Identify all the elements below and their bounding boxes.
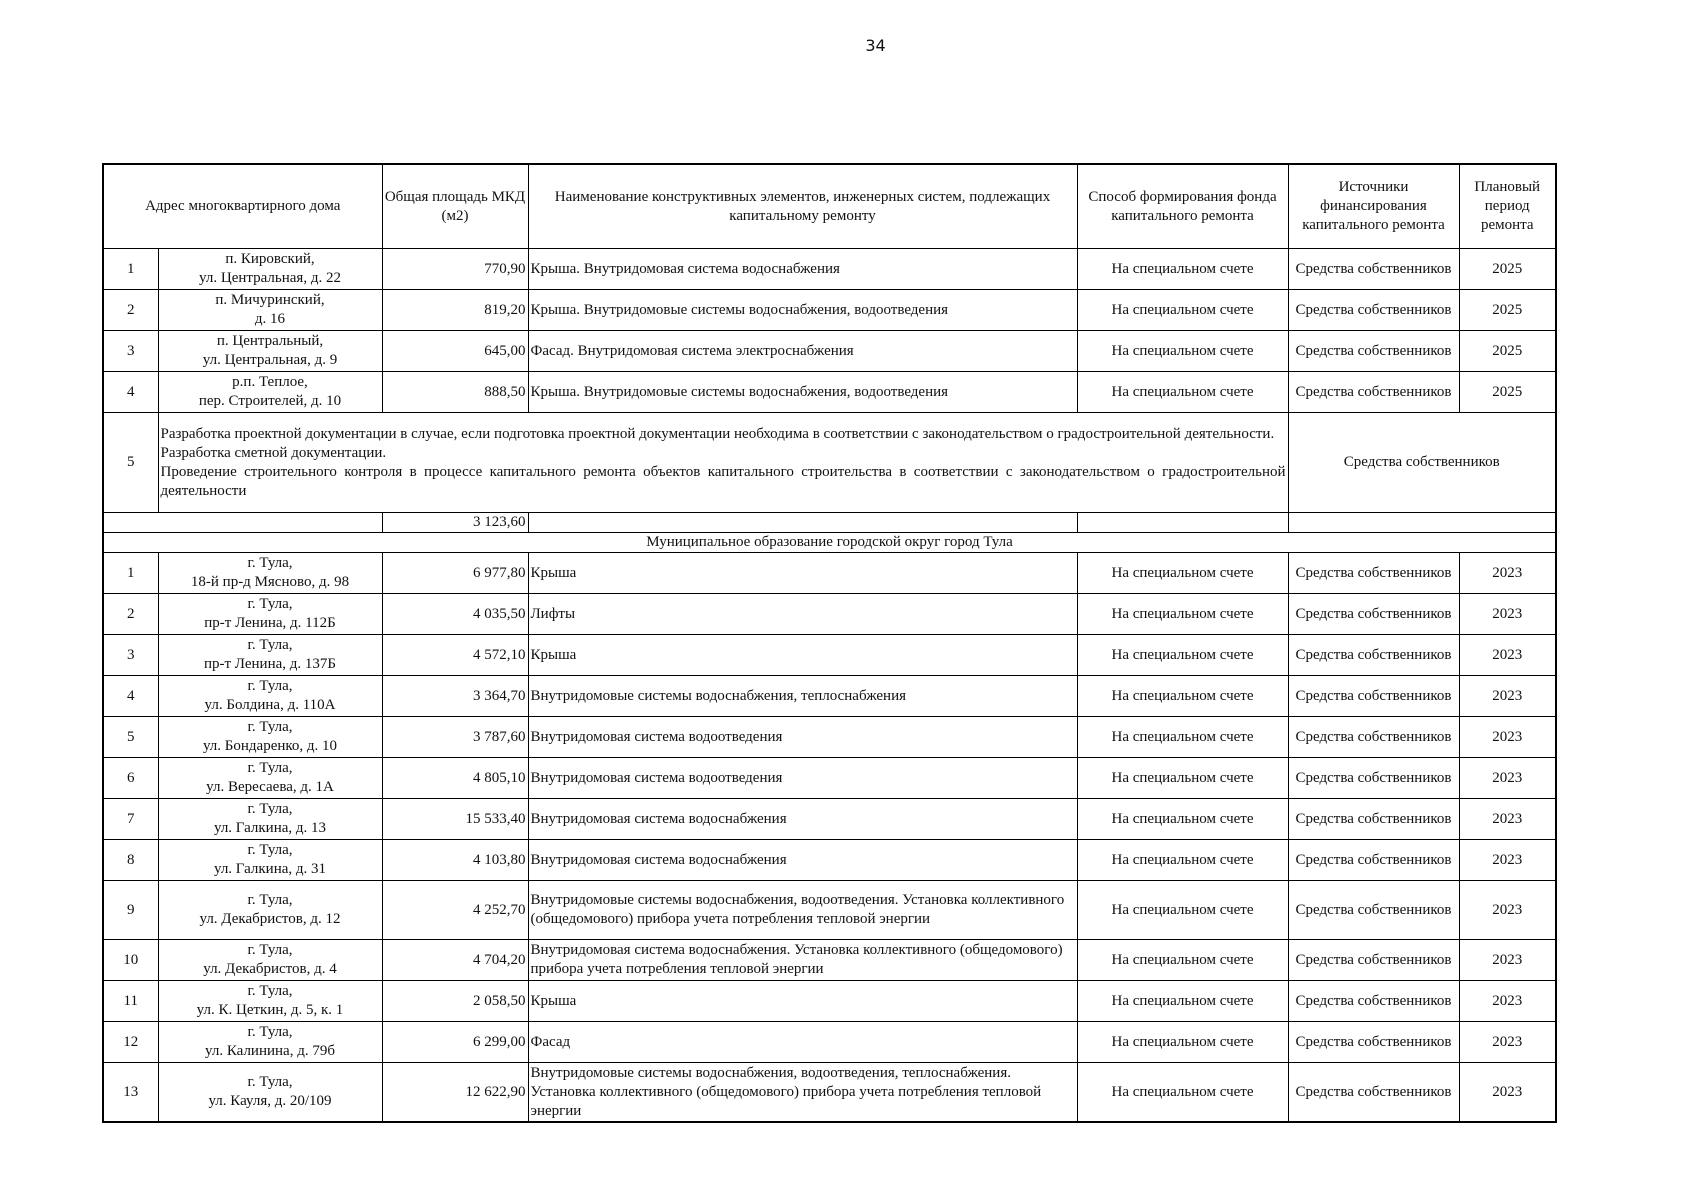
row-address bbox=[158, 249, 382, 290]
address-line-1: г. Тула, bbox=[247, 801, 293, 817]
row-elements: Крыша bbox=[528, 635, 1077, 676]
table-row bbox=[103, 940, 1556, 981]
address-line-1: п. Мичуринский, bbox=[215, 292, 325, 308]
row-source: Средства собственников bbox=[1288, 940, 1459, 981]
table-row bbox=[103, 981, 1556, 1022]
address-line-1: р.п. Теплое, bbox=[232, 374, 308, 390]
address-line-2: ул. Болдина, д. 110А bbox=[204, 697, 336, 713]
row-period: 2025 bbox=[1459, 290, 1556, 331]
address-line-2: пр-т Ленина, д. 137Б bbox=[203, 656, 337, 672]
row-address bbox=[158, 290, 382, 331]
row-elements: Крыша. Внутридомовая система водоснабжения bbox=[528, 249, 1077, 290]
row-number: 10 bbox=[103, 940, 158, 981]
address-line-1: г. Тула, bbox=[247, 760, 293, 776]
row-period: 2023 bbox=[1459, 981, 1556, 1022]
total-label-cell bbox=[103, 513, 382, 533]
row-area: 12 622,90 bbox=[382, 1063, 528, 1123]
table-row bbox=[103, 635, 1556, 676]
address-line-2: ул. Декабристов, д. 12 bbox=[199, 911, 341, 927]
table-row bbox=[103, 249, 1556, 290]
note-source: Средства собственников bbox=[1288, 413, 1556, 513]
address-line-2: ул. Калинина, д. 79б bbox=[205, 1043, 335, 1059]
row-number: 2 bbox=[103, 290, 158, 331]
address-line-2: ул. Вересаева, д. 1А bbox=[206, 779, 334, 795]
row-address bbox=[158, 717, 382, 758]
row-source: Средства собственников bbox=[1288, 758, 1459, 799]
row-address bbox=[158, 635, 382, 676]
row-address bbox=[158, 981, 382, 1022]
row-number: 7 bbox=[103, 799, 158, 840]
header-source: Источники финансирования капитального ремонта bbox=[1288, 164, 1459, 249]
row-method: На специальном счете bbox=[1077, 553, 1288, 594]
row-area: 4 252,70 bbox=[382, 881, 528, 940]
row-elements: Внутридомовые системы водоснабжения, водоотведения, теплоснабжения. Установка коллективного (общедомового) прибора учета потребления тепловой энергии bbox=[528, 1063, 1077, 1123]
table-row bbox=[103, 799, 1556, 840]
row-period: 2023 bbox=[1459, 840, 1556, 881]
header-address: Адрес многоквартирного дома bbox=[103, 164, 382, 249]
row-method: На специальном счете bbox=[1077, 249, 1288, 290]
row-number: 1 bbox=[103, 249, 158, 290]
row-area: 4 035,50 bbox=[382, 594, 528, 635]
row-number: 12 bbox=[103, 1022, 158, 1063]
row-source: Средства собственников bbox=[1288, 1022, 1459, 1063]
row-address bbox=[158, 676, 382, 717]
row-source: Средства собственников bbox=[1288, 840, 1459, 881]
header-method: Способ формирования фонда капитального ремонта bbox=[1077, 164, 1288, 249]
note-line-3: Проведение строительного контроля в процессе капитального ремонта объектов капитального строительства в соответствии с законодательством о градостроительной деятельности bbox=[160, 463, 1286, 499]
table-row bbox=[103, 717, 1556, 758]
page-number: 34 bbox=[865, 36, 886, 55]
row-method: На специальном счете bbox=[1077, 676, 1288, 717]
table-row bbox=[103, 331, 1556, 372]
row-source: Средства собственников bbox=[1288, 717, 1459, 758]
row-elements: Внутридомовая система водоснабжения bbox=[528, 840, 1077, 881]
row-period: 2023 bbox=[1459, 553, 1556, 594]
address-line-1: г. Тула, bbox=[247, 1074, 293, 1090]
address-line-1: г. Тула, bbox=[247, 637, 293, 653]
address-line-2: ул. Центральная, д. 22 bbox=[199, 270, 341, 286]
row-number: 5 bbox=[103, 717, 158, 758]
row-area: 4 103,80 bbox=[382, 840, 528, 881]
row-elements: Внутридомовая система водоотведения bbox=[528, 717, 1077, 758]
total-empty-source bbox=[1288, 513, 1556, 533]
row-period: 2023 bbox=[1459, 676, 1556, 717]
row-number: 4 bbox=[103, 372, 158, 413]
row-area: 2 058,50 bbox=[382, 981, 528, 1022]
address-line-1: г. Тула, bbox=[247, 892, 293, 908]
address-line-2: ул. К. Цеткин, д. 5, к. 1 bbox=[196, 1002, 344, 1018]
table-row bbox=[103, 553, 1556, 594]
row-source: Средства собственников bbox=[1288, 799, 1459, 840]
row-method: На специальном счете bbox=[1077, 290, 1288, 331]
row-elements: Крыша. Внутридомовые системы водоснабжения, водоотведения bbox=[528, 372, 1077, 413]
row-address bbox=[158, 799, 382, 840]
address-line-1: г. Тула, bbox=[247, 719, 293, 735]
row-source: Средства собственников bbox=[1288, 553, 1459, 594]
row-elements: Внутридомовые системы водоснабжения, водоотведения. Установка коллективного (общедомового) прибора учета потребления тепловой энергии bbox=[528, 881, 1077, 940]
note-text bbox=[158, 413, 1288, 513]
row-number: 3 bbox=[103, 635, 158, 676]
row-method: На специальном счете bbox=[1077, 594, 1288, 635]
row-method: На специальном счете bbox=[1077, 1063, 1288, 1123]
address-line-2: пр-т Ленина, д. 112Б bbox=[204, 615, 336, 631]
address-line-2: ул. Галкина, д. 13 bbox=[213, 820, 327, 836]
row-address bbox=[158, 594, 382, 635]
table-row bbox=[103, 372, 1556, 413]
row-number: 8 bbox=[103, 840, 158, 881]
address-line-1: п. Кировский, bbox=[225, 251, 315, 267]
row-elements: Крыша bbox=[528, 553, 1077, 594]
row-address bbox=[158, 940, 382, 981]
row-area: 645,00 bbox=[382, 331, 528, 372]
row-address bbox=[158, 1022, 382, 1063]
row-elements: Внутридомовые системы водоснабжения, теплоснабжения bbox=[528, 676, 1077, 717]
row-period: 2023 bbox=[1459, 717, 1556, 758]
address-line-2: д. 16 bbox=[254, 311, 286, 327]
note-line-2: Разработка сметной документации. bbox=[160, 444, 387, 461]
table-row bbox=[103, 290, 1556, 331]
row-address bbox=[158, 553, 382, 594]
row-period: 2023 bbox=[1459, 940, 1556, 981]
note-row bbox=[103, 413, 1556, 513]
note-number: 5 bbox=[103, 413, 158, 513]
row-source: Средства собственников bbox=[1288, 881, 1459, 940]
row-method: На специальном счете bbox=[1077, 799, 1288, 840]
address-line-2: ул. Бондаренко, д. 10 bbox=[202, 738, 338, 754]
row-period: 2023 bbox=[1459, 1022, 1556, 1063]
row-address bbox=[158, 331, 382, 372]
capital-repair-table bbox=[102, 163, 1557, 1123]
row-source: Средства собственников bbox=[1288, 1063, 1459, 1123]
row-area: 770,90 bbox=[382, 249, 528, 290]
row-area: 6 299,00 bbox=[382, 1022, 528, 1063]
row-elements: Фасад bbox=[528, 1022, 1077, 1063]
row-number: 1 bbox=[103, 553, 158, 594]
row-address bbox=[158, 840, 382, 881]
row-number: 4 bbox=[103, 676, 158, 717]
row-number: 11 bbox=[103, 981, 158, 1022]
row-number: 6 bbox=[103, 758, 158, 799]
row-area: 4 572,10 bbox=[382, 635, 528, 676]
address-line-2: ул. Галкина, д. 31 bbox=[213, 861, 327, 877]
row-method: На специальном счете bbox=[1077, 881, 1288, 940]
address-line-1: г. Тула, bbox=[247, 555, 293, 571]
row-area: 3 364,70 bbox=[382, 676, 528, 717]
row-period: 2025 bbox=[1459, 372, 1556, 413]
row-source: Средства собственников bbox=[1288, 594, 1459, 635]
total-row bbox=[103, 513, 1556, 533]
row-method: На специальном счете bbox=[1077, 635, 1288, 676]
address-line-1: п. Центральный, bbox=[216, 333, 324, 349]
note-line-1: Разработка проектной документации в случае, если подготовка проектной документации необходима в соответствии с законодательством о градостроительной деятельности. bbox=[160, 425, 1275, 442]
row-address bbox=[158, 372, 382, 413]
table-row bbox=[103, 594, 1556, 635]
row-elements: Лифты bbox=[528, 594, 1077, 635]
row-source: Средства собственников bbox=[1288, 372, 1459, 413]
row-method: На специальном счете bbox=[1077, 331, 1288, 372]
row-elements: Внутридомовая система водоснабжения bbox=[528, 799, 1077, 840]
row-method: На специальном счете bbox=[1077, 840, 1288, 881]
row-address bbox=[158, 881, 382, 940]
row-method: На специальном счете bbox=[1077, 981, 1288, 1022]
row-address bbox=[158, 1063, 382, 1123]
row-period: 2025 bbox=[1459, 249, 1556, 290]
total-empty-method bbox=[1077, 513, 1288, 533]
row-area: 6 977,80 bbox=[382, 553, 528, 594]
row-elements: Внутридомовая система водоснабжения. Установка коллективного (общедомового) прибора учета потребления тепловой энергии bbox=[528, 940, 1077, 981]
row-area: 4 805,10 bbox=[382, 758, 528, 799]
row-elements: Внутридомовая система водоотведения bbox=[528, 758, 1077, 799]
row-source: Средства собственников bbox=[1288, 290, 1459, 331]
row-method: На специальном счете bbox=[1077, 372, 1288, 413]
row-number: 3 bbox=[103, 331, 158, 372]
row-elements: Крыша. Внутридомовые системы водоснабжения, водоотведения bbox=[528, 290, 1077, 331]
row-area: 4 704,20 bbox=[382, 940, 528, 981]
total-area: 3 123,60 bbox=[382, 513, 528, 533]
row-period: 2025 bbox=[1459, 331, 1556, 372]
row-period: 2023 bbox=[1459, 799, 1556, 840]
row-number: 9 bbox=[103, 881, 158, 940]
header-area: Общая площадь МКД (м2) bbox=[382, 164, 528, 249]
row-source: Средства собственников bbox=[1288, 635, 1459, 676]
row-period: 2023 bbox=[1459, 594, 1556, 635]
address-line-2: ул. Декабристов, д. 4 bbox=[203, 961, 337, 977]
row-source: Средства собственников bbox=[1288, 249, 1459, 290]
header-row bbox=[103, 164, 1556, 249]
row-period: 2023 bbox=[1459, 635, 1556, 676]
row-source: Средства собственников bbox=[1288, 676, 1459, 717]
section-title: Муниципальное образование городской округ город Тула bbox=[103, 533, 1556, 553]
row-source: Средства собственников bbox=[1288, 331, 1459, 372]
address-line-1: г. Тула, bbox=[247, 842, 293, 858]
row-elements: Крыша bbox=[528, 981, 1077, 1022]
table-row bbox=[103, 840, 1556, 881]
row-period: 2023 bbox=[1459, 881, 1556, 940]
row-area: 15 533,40 bbox=[382, 799, 528, 840]
header-period: Плановый период ремонта bbox=[1459, 164, 1556, 249]
table-row bbox=[103, 758, 1556, 799]
address-line-2: ул. Кауля, д. 20/109 bbox=[208, 1093, 332, 1109]
row-period: 2023 bbox=[1459, 1063, 1556, 1123]
section-title-row bbox=[103, 533, 1556, 553]
table-row bbox=[103, 1022, 1556, 1063]
table-row bbox=[103, 881, 1556, 940]
address-line-1: г. Тула, bbox=[247, 678, 293, 694]
row-number: 13 bbox=[103, 1063, 158, 1123]
table-row bbox=[103, 1063, 1556, 1123]
row-address bbox=[158, 758, 382, 799]
row-period: 2023 bbox=[1459, 758, 1556, 799]
row-method: На специальном счете bbox=[1077, 1022, 1288, 1063]
address-line-1: г. Тула, bbox=[247, 983, 293, 999]
address-line-1: г. Тула, bbox=[247, 942, 293, 958]
row-method: На специальном счете bbox=[1077, 940, 1288, 981]
row-source: Средства собственников bbox=[1288, 981, 1459, 1022]
address-line-2: пер. Строителей, д. 10 bbox=[198, 393, 342, 409]
row-elements: Фасад. Внутридомовая система электроснабжения bbox=[528, 331, 1077, 372]
row-method: На специальном счете bbox=[1077, 758, 1288, 799]
row-area: 819,20 bbox=[382, 290, 528, 331]
address-line-2: ул. Центральная, д. 9 bbox=[202, 352, 338, 368]
row-area: 888,50 bbox=[382, 372, 528, 413]
total-empty-elements bbox=[528, 513, 1077, 533]
header-elements: Наименование конструктивных элементов, инженерных систем, подлежащих капитальному ремонту bbox=[528, 164, 1077, 249]
row-area: 3 787,60 bbox=[382, 717, 528, 758]
row-number: 2 bbox=[103, 594, 158, 635]
row-method: На специальном счете bbox=[1077, 717, 1288, 758]
table-row bbox=[103, 676, 1556, 717]
address-line-1: г. Тула, bbox=[247, 596, 293, 612]
address-line-1: г. Тула, bbox=[247, 1024, 293, 1040]
address-line-2: 18-й пр-д Мясново, д. 98 bbox=[190, 574, 350, 590]
